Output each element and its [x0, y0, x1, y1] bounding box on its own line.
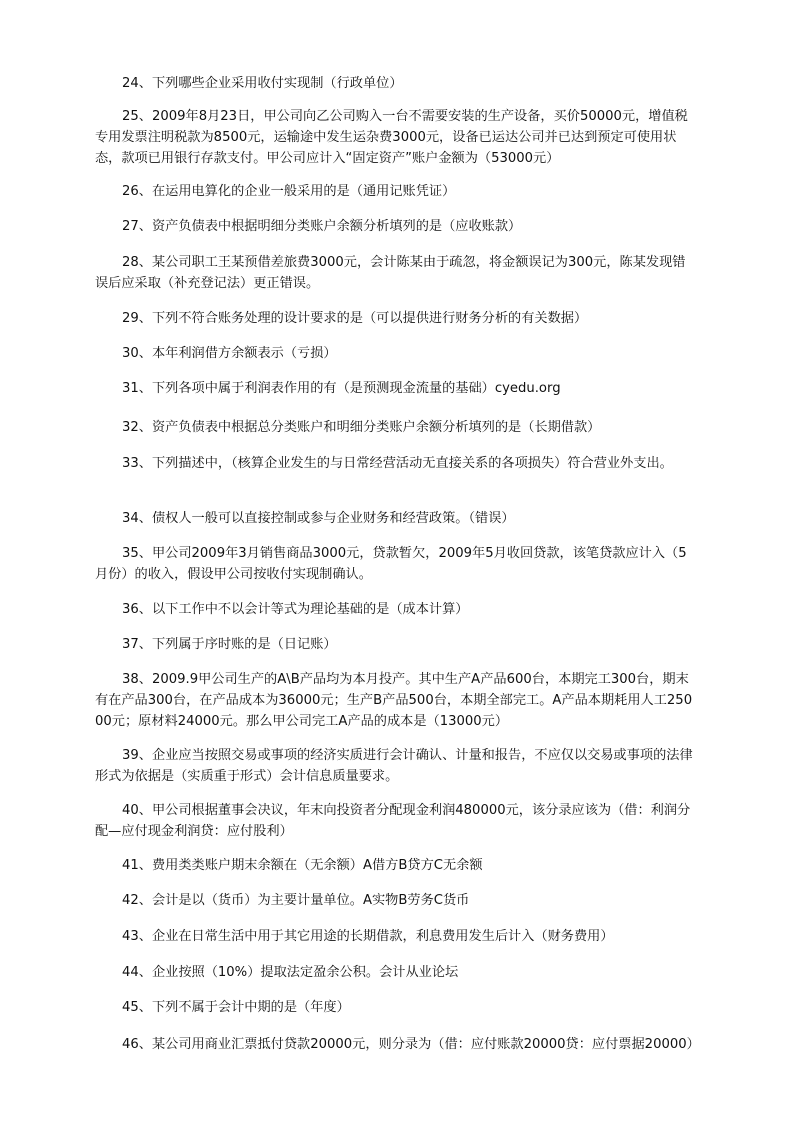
question-46: 46、某公司用商业汇票抵付贷款20000元，则分录为（借：应付账款20000贷：应付票据20000） [122, 1037, 700, 1052]
question-26: 26、在运用电算化的企业一般采用的是（通用记账凭证） [122, 184, 456, 199]
question-39: 39、企业应当按照交易或事项的经济实质进行会计确认、计量和报告，不应仅以交易或事项的法律形式为依据是（实质重于形式）会计信息质量要求。 [95, 748, 693, 784]
question-25: 25、2009年8月23日，甲公司向乙公司购入一台不需要安装的生产设备，买价50000元，增值税专用发票注明税款为8500元，运输途中发生运杂费3000元，设备已运达公司并已达到预定可使用状态，款项已用银行存款支付。甲公司应计入“固定资产”账户金额为（53000元） [95, 109, 688, 166]
question-35: 35、甲公司2009年3月销售商品3000元，贷款暂欠，2009年5月收回贷款，该笔贷款应计入（5月份）的收入，假设甲公司按收付实现制确认。 [95, 546, 687, 582]
question-43: 43、企业在日常生活中用于其它用途的长期借款，利息费用发生后计入（财务费用） [122, 929, 614, 944]
question-30: 30、本年利润借方余额表示（亏损） [122, 346, 337, 361]
question-29: 29、下列不符合账务处理的设计要求的是（可以提供进行财务分析的有关数据） [122, 311, 588, 326]
question-38: 38、2009.9甲公司生产的A\B产品均为本月投产。其中生产A产品600台，本期完工300台，期末有在产品300台，在产品成本为36000元；生产B产品500台，本期全部完工。A产品本期耗用人工25000元；原材料24000元。那么甲公司完工A产品的成本是（13000元） [95, 672, 693, 729]
question-28: 28、某公司职工王某预借差旅费3000元，会计陈某由于疏忽，将金额误记为300元，陈某发现错误后应采取（补充登记法）更正错误。 [95, 255, 686, 291]
question-45: 45、下列不属于会计中期的是（年度） [122, 1000, 350, 1015]
question-36: 36、以下工作中不以会计等式为理论基础的是（成本计算） [122, 602, 469, 617]
question-40: 40、甲公司根据董事会决议，年末向投资者分配现金利润480000元，该分录应该为（借：利润分配—应付现金利润贷：应付股利） [95, 803, 691, 839]
question-32: 32、资产负债表中根据总分类账户和明细分类账户余额分析填列的是（长期借款） [122, 420, 601, 435]
question-44: 44、企业按照（10%）提取法定盈余公积。会计从业论坛 [122, 965, 459, 980]
question-37: 37、下列属于序时账的是（日记账） [122, 637, 337, 652]
question-33: 33、下列描述中，（核算企业发生的与日常经营活动无直接关系的各项损失）符合营业外支出。 [122, 456, 673, 471]
question-31: 31、下列各项中属于利润表作用的有（是预测现金流量的基础）cyedu.org [122, 381, 561, 396]
question-41: 41、费用类类账户期末余额在（无余额）A借方B贷方C无余额 [122, 858, 483, 873]
question-24: 24、下列哪些企业采用收付实现制（行政单位） [122, 76, 403, 91]
question-27: 27、资产负债表中根据明细分类账户余额分析填列的是（应收账款） [122, 219, 522, 234]
question-42: 42、会计是以（货币）为主要计量单位。A实物B劳务C货币 [122, 893, 470, 908]
question-34: 34、债权人一般可以直接控制或参与企业财务和经营政策。（错误） [122, 511, 515, 526]
